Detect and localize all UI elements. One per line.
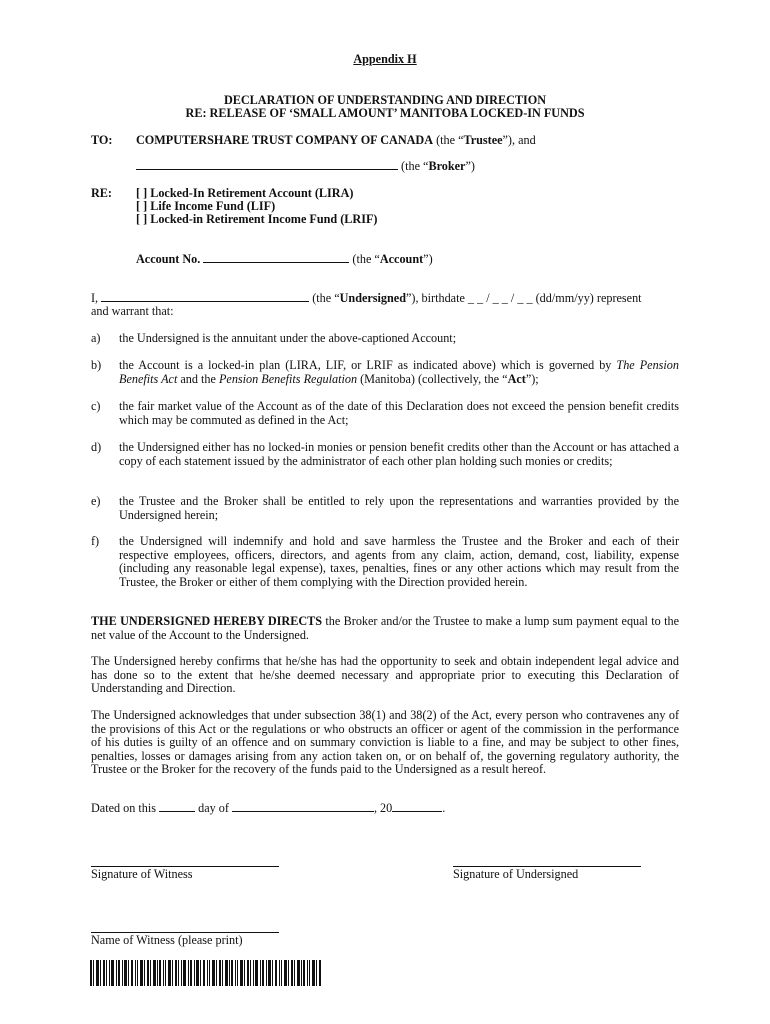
title-line-2: RE: RELEASE OF ‘SMALL AMOUNT’ MANITOBA LOCKED-IN FUNDS	[185, 106, 585, 120]
direction-paragraph	[91, 615, 679, 642]
item-e-label: e)	[91, 494, 101, 508]
dated-on-this: Dated on this	[91, 801, 156, 815]
confirmation-paragraph: The Undersigned hereby confirms that he/she has had the opportunity to seek and obtain independent legal advice and has done so to the extent that he/she deemed necessary and appropriate prior to executing this Declaration of Understanding and Direction.	[91, 654, 679, 696]
item-f-label: f)	[91, 534, 100, 548]
appendix-heading: Appendix H	[353, 52, 417, 66]
item-a-text: the Undersigned is the annuitant under the above-captioned Account;	[119, 331, 457, 345]
item-b-label: b)	[91, 358, 102, 372]
dated-line	[91, 802, 445, 816]
undersigned-line	[91, 292, 681, 306]
account-suffix: ”)	[423, 252, 433, 266]
item-b-part-4: ”);	[525, 371, 539, 386]
item-c-text: the fair market value of the Account as of the date of this Declaration does not exceed the pension benefit credits which may be commuted as defined in the Act;	[119, 399, 679, 427]
witness-signature-label: Signature of Witness	[91, 867, 193, 881]
item-b-part-1: the Account is a locked-in plan (LIRA, LIF, or LRIF as indicated above) which is governed by	[119, 358, 617, 372]
dated-year-prefix: , 20	[373, 801, 393, 815]
broker-line	[136, 160, 475, 174]
undersigned-suffix: ”), birthdate _ _ / _ _ / _ _ (dd/mm/yy) represent	[405, 291, 642, 305]
account-number-field[interactable]	[203, 262, 349, 263]
item-f-text: the Undersigned will indemnify and hold and save harmless the Trustee and the Broker and each of their respective employees, officers, directors, and agents from any claim, action, demand, cost, liability, expense (including any reasonable legal expense), taxes, penalties, fines or any other actions which may result from the Trustee, the Broker or either of them complying with the Direction provided herein.	[119, 534, 679, 589]
day-field[interactable]	[159, 811, 195, 812]
barcode-icon	[90, 960, 322, 986]
broker-suffix: ”)	[465, 159, 475, 173]
to-line	[136, 134, 536, 148]
trustee-company: COMPUTERSHARE TRUST COMPANY OF CANADA	[136, 133, 434, 147]
re-option-lira[interactable]: [ ] Locked-In Retirement Account (LIRA)	[136, 186, 354, 200]
to-end: ”), and	[502, 133, 536, 147]
item-d-text: the Undersigned either has no locked-in monies or pension benefit credits other than the Account or has attached a copy of each statement issued by the administrator of each other plan holding such monies or credits;	[119, 440, 679, 468]
item-a-label: a)	[91, 331, 101, 345]
direction-text: the Broker and/or the Trustee to make a lump sum payment equal to the net value of the Account to the Undersigned.	[91, 614, 679, 642]
title-line-1: DECLARATION OF UNDERSTANDING AND DIRECTION	[223, 93, 547, 107]
item-b-act-name: The Pension Benefits Act	[119, 358, 679, 386]
trustee-word: Trustee	[463, 133, 503, 147]
month-field[interactable]	[232, 811, 374, 812]
broker-word: Broker	[428, 159, 466, 173]
account-line	[136, 253, 433, 267]
account-word: Account	[379, 252, 424, 266]
year-field[interactable]	[392, 811, 442, 812]
item-b-text	[119, 359, 679, 386]
dated-day-of: day of	[198, 801, 229, 815]
undersigned-prefix: (the “	[312, 291, 340, 305]
item-e-text: the Trustee and the Broker shall be entitled to rely upon the representations and warranties provided by the Undersigned herein;	[119, 494, 679, 522]
to-the: (the “	[436, 133, 464, 147]
dated-period: .	[442, 801, 446, 815]
item-b-act-word: Act	[507, 371, 526, 386]
witness-name-label: Name of Witness (please print)	[91, 933, 243, 947]
and-warrant: and warrant that:	[91, 304, 174, 318]
item-b-part-2: and the	[177, 371, 219, 386]
undersigned-name-field[interactable]	[101, 301, 309, 302]
to-label: TO:	[91, 133, 113, 147]
i-prefix: I,	[91, 291, 99, 305]
item-d-label: d)	[91, 440, 102, 454]
re-label: RE:	[91, 186, 112, 200]
item-b-part-3: (Manitoba) (collectively, the “	[357, 371, 508, 386]
broker-name-field[interactable]	[136, 169, 398, 170]
item-b-regulation-name: Pension Benefits Regulation	[218, 371, 358, 386]
account-prefix: (the “	[352, 252, 380, 266]
broker-prefix: (the “	[401, 159, 429, 173]
account-label: Account No.	[136, 252, 201, 266]
item-c-label: c)	[91, 399, 101, 413]
undersigned-signature-label: Signature of Undersigned	[453, 867, 579, 881]
direction-bold: THE UNDERSIGNED HEREBY DIRECTS	[91, 614, 323, 628]
re-option-lif[interactable]: [ ] Life Income Fund (LIF)	[136, 199, 276, 213]
undersigned-word: Undersigned	[339, 291, 406, 305]
acknowledgement-paragraph: The Undersigned acknowledges that under subsection 38(1) and 38(2) of the Act, every person who contravenes any of the provisions of this Act or the regulations or who obstructs an officer or agent of the commission in the performance of his duties is guilty of an offence and on summary conviction is liable to a fine, and may be subject to other fines, penalties, losses or damages arising from any action taken on, or on behalf of, the governing regulatory authority, the Trustee or the Broker for the recovery of the funds paid to the Undersigned as a result hereof.	[91, 708, 679, 777]
re-option-lrif[interactable]: [ ] Locked-in Retirement Income Fund (LRIF)	[136, 212, 378, 226]
